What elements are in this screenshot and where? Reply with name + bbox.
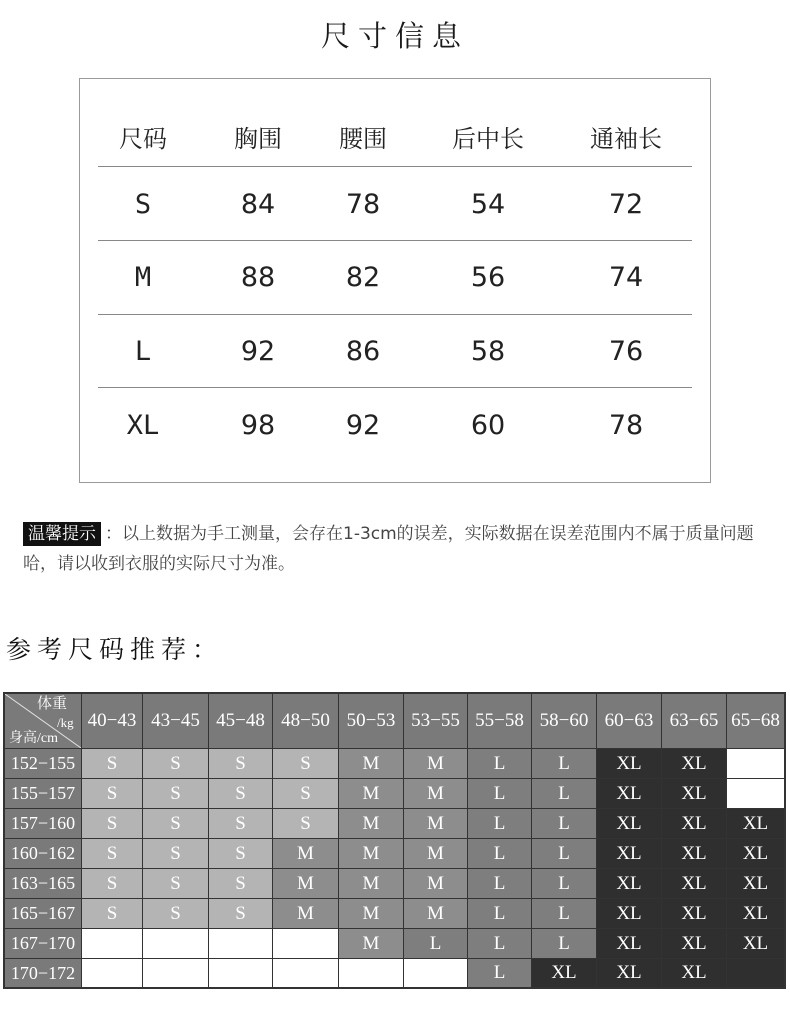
size-value: 58 (470, 335, 506, 367)
weight-header: 58−60 (532, 694, 596, 748)
size-cell: S (273, 809, 338, 838)
size-value: 88 (240, 262, 276, 293)
size-cell: M (339, 869, 403, 898)
size-label: M (134, 262, 152, 293)
size-cell: S (82, 749, 142, 778)
size-cell: XL (597, 959, 661, 987)
size-cell: S (143, 839, 208, 868)
size-cell: S (143, 779, 208, 808)
recommend-table (3, 692, 786, 989)
size-cell (727, 779, 784, 808)
size-cell: XL (662, 779, 726, 808)
size-cell: XL (597, 809, 661, 838)
size-value: 76 (608, 335, 644, 367)
size-cell (143, 929, 208, 958)
size-cell: S (143, 869, 208, 898)
size-cell: M (404, 869, 467, 898)
weight-header: 45−48 (209, 694, 272, 748)
size-cell: XL (597, 929, 661, 958)
size-label: XL (126, 409, 160, 441)
size-cell: XL (727, 899, 784, 928)
header-size: 尺码 (119, 125, 167, 153)
size-cell: XL (532, 959, 596, 987)
size-cell: M (339, 839, 403, 868)
size-cell: L (532, 869, 596, 898)
weight-header: 50−53 (339, 694, 403, 748)
size-cell (143, 959, 208, 987)
size-cell: XL (662, 869, 726, 898)
size-cell: L (468, 779, 531, 808)
size-cell: XL (662, 809, 726, 838)
size-cell: S (209, 839, 272, 868)
size-row (98, 389, 692, 462)
size-value: 82 (345, 262, 381, 293)
size-cell: S (82, 839, 142, 868)
size-value: 54 (470, 188, 506, 220)
size-cell: L (468, 809, 531, 838)
size-cell: L (532, 839, 596, 868)
height-header: 160−162 (5, 839, 81, 868)
size-cell (727, 959, 784, 987)
size-cell: S (209, 779, 272, 808)
size-cell: S (209, 809, 272, 838)
weight-header: 48−50 (273, 694, 338, 748)
notice (23, 519, 773, 579)
size-cell: M (339, 929, 403, 958)
size-cell: XL (662, 899, 726, 928)
size-cell (727, 749, 784, 778)
size-cell: XL (727, 809, 784, 838)
size-cell: M (273, 899, 338, 928)
size-value: 74 (608, 262, 644, 293)
size-cell: L (532, 749, 596, 778)
size-cell: XL (727, 839, 784, 868)
size-cell: L (532, 899, 596, 928)
size-label: L (134, 335, 152, 367)
size-cell (209, 929, 272, 958)
height-header: 155−157 (5, 779, 81, 808)
height-header: 167−170 (5, 929, 81, 958)
size-value: 86 (345, 335, 381, 367)
size-cell (404, 959, 467, 987)
corner-header (5, 694, 81, 748)
size-cell: L (532, 929, 596, 958)
weight-header: 43−45 (143, 694, 208, 748)
size-cell: S (273, 749, 338, 778)
size-cell: S (209, 899, 272, 928)
size-value: 60 (470, 409, 506, 441)
size-cell: L (468, 749, 531, 778)
size-cell: XL (597, 839, 661, 868)
size-cell: S (82, 779, 142, 808)
header-back-length: 后中长 (452, 125, 524, 153)
weight-header: 65−68 (727, 694, 784, 748)
size-cell: S (209, 749, 272, 778)
size-cell (209, 959, 272, 987)
size-cell: M (339, 899, 403, 928)
size-cell: XL (662, 959, 726, 987)
size-cell: L (468, 839, 531, 868)
notice-tag: 温馨提示 (23, 522, 101, 546)
size-cell: L (468, 959, 531, 987)
size-cell: M (273, 869, 338, 898)
notice-text: ：以上数据为手工测量，会存在1-3cm的误差，实际数据在误差范围内不属于质量问题哈，请以收到衣服的实际尺寸为准。 (23, 524, 754, 574)
height-header: 163−165 (5, 869, 81, 898)
corner-height-label: 身高/cm (9, 731, 58, 746)
height-header: 157−160 (5, 809, 81, 838)
size-cell (339, 959, 403, 987)
size-cell: XL (727, 869, 784, 898)
size-cell: M (339, 809, 403, 838)
page-title: 尺寸信息 (320, 19, 469, 53)
size-table (79, 78, 711, 483)
size-cell: L (468, 869, 531, 898)
header-sleeve-length: 通袖长 (590, 125, 662, 153)
size-cell: XL (662, 749, 726, 778)
size-value: 84 (240, 188, 276, 220)
header-waist: 腰围 (339, 125, 387, 153)
weight-header: 40−43 (82, 694, 142, 748)
size-cell (82, 929, 142, 958)
size-cell: M (404, 899, 467, 928)
weight-header: 55−58 (468, 694, 531, 748)
size-cell: XL (597, 779, 661, 808)
size-cell: S (82, 869, 142, 898)
size-cell: L (468, 899, 531, 928)
size-cell: S (143, 749, 208, 778)
corner-weight-label: 体重 (37, 696, 68, 712)
size-cell: S (273, 779, 338, 808)
size-cell (273, 929, 338, 958)
size-cell: M (404, 839, 467, 868)
size-label: S (134, 188, 152, 220)
size-cell: L (532, 809, 596, 838)
recommend-title: 参考尺码推荐： (6, 635, 224, 664)
size-cell: S (143, 809, 208, 838)
size-cell: S (82, 899, 142, 928)
size-cell: XL (727, 929, 784, 958)
header-chest: 胸围 (234, 125, 282, 153)
size-cell: XL (662, 839, 726, 868)
height-header: 152−155 (5, 749, 81, 778)
height-header: 170−172 (5, 959, 81, 987)
size-value: 92 (240, 335, 276, 367)
size-cell: M (273, 839, 338, 868)
size-cell: L (468, 929, 531, 958)
size-value: 78 (608, 409, 644, 441)
size-value: 56 (470, 262, 506, 293)
size-value: 72 (608, 188, 644, 220)
size-value: 92 (345, 409, 381, 441)
size-value: 78 (345, 188, 381, 220)
corner-weight-unit: /kg (57, 715, 74, 730)
size-row (98, 168, 692, 241)
size-table-header (98, 107, 692, 167)
weight-header: 60−63 (597, 694, 661, 748)
size-cell: XL (597, 899, 661, 928)
size-value: 98 (240, 409, 276, 441)
size-cell (82, 959, 142, 987)
size-row (98, 315, 692, 388)
size-cell: XL (597, 749, 661, 778)
size-cell: S (82, 809, 142, 838)
size-cell: S (209, 869, 272, 898)
size-cell: L (532, 779, 596, 808)
size-cell: S (143, 899, 208, 928)
size-cell: M (404, 749, 467, 778)
weight-header: 53−55 (404, 694, 467, 748)
size-cell: M (404, 809, 467, 838)
weight-header: 63−65 (662, 694, 726, 748)
size-cell: M (339, 749, 403, 778)
size-cell: L (404, 929, 467, 958)
size-cell: XL (597, 869, 661, 898)
size-row (98, 242, 692, 315)
size-cell: M (339, 779, 403, 808)
height-header: 165−167 (5, 899, 81, 928)
size-cell: XL (662, 929, 726, 958)
size-cell: M (404, 779, 467, 808)
size-cell (273, 959, 338, 987)
